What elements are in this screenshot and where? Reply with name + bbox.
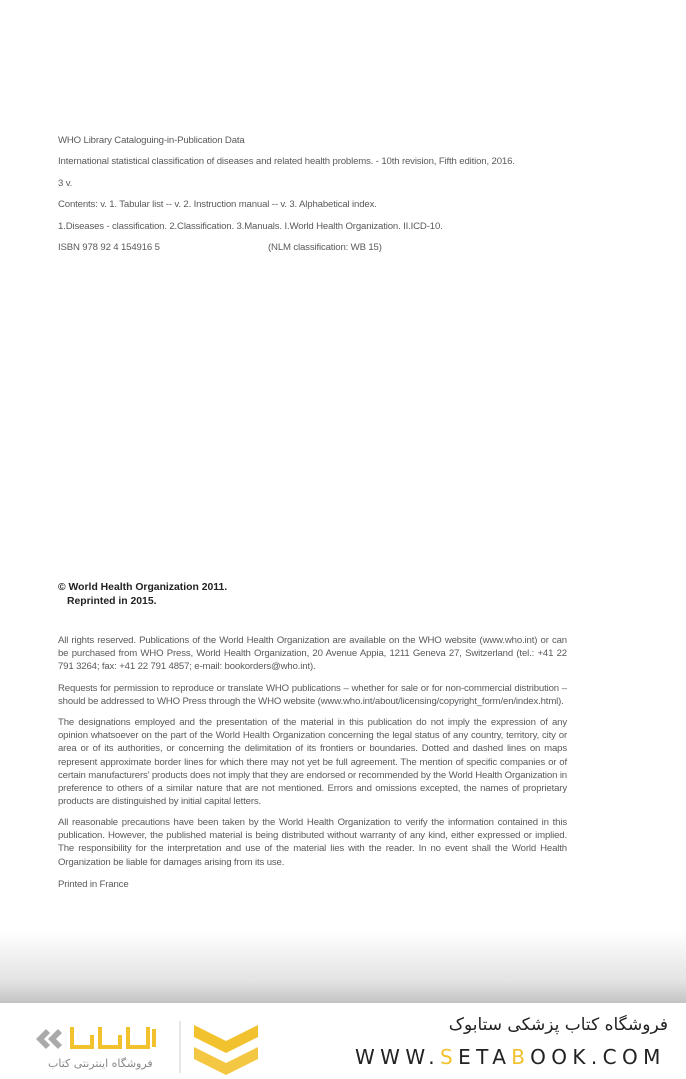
cataloguing-title: International statistical classification of diseases and related health problems. - 10th revision, Fifth edition, 2016. (58, 156, 515, 167)
store-footer-banner (0, 1003, 686, 1079)
cataloguing-volumes: 3 v. (58, 178, 73, 189)
store-name: فروشگاه کتاب پزشکی ستابوک (448, 1015, 668, 1035)
url-part: OOK.COM (530, 1045, 666, 1069)
url-part: WWW. (355, 1045, 440, 1069)
url-accent-letter: S (440, 1045, 459, 1069)
nlm-classification: (NLM classification: WB 15) (268, 242, 382, 253)
copyright-line: © World Health Organization 2011. (58, 582, 228, 593)
rights-paragraph: All rights reserved. Publications of the World Health Organization are available on the WHO website (www.who.int) or can be purchased from WHO Press, World Health Organization, 20 Avenue Appia, 1211 Geneva 27, Switzerland (tel.: +41 22 791 3264; fax: +41 22 791 4857; e-mail: bookorders@who.int). (58, 635, 567, 673)
precautions-paragraph: All reasonable precautions have been taken by the World Health Organization to verify the information contained in this publication. However, the published material is being distributed without warranty of any kind, either expressed or implied. The responsibility for the interpretation and use of the material lies with the reader. In no event shall the World Health Organization be liable for damages arising from its use. (58, 817, 567, 868)
cataloguing-subjects: 1.Diseases - classification. 2.Classification. 3.Manuals. I.World Health Organization. II.ICD-10. (58, 221, 443, 232)
isbn: ISBN 978 92 4 154916 5 (58, 242, 160, 253)
permissions-paragraph: Requests for permission to reproduce or translate WHO publications – whether for sale or for non-commercial distribution – should be addressed to WHO Press through the WHO website (www.who.int/about/licensing/copyright_form/en/index.html). (58, 683, 567, 708)
url-part: ETA (458, 1045, 512, 1069)
copyright-notice (58, 581, 227, 609)
cataloguing-heading: WHO Library Cataloguing-in-Publication Data (58, 135, 245, 146)
reprint-line: Reprinted in 2015. (67, 596, 157, 607)
logo-tagline: فروشگاه اینترنتی کتاب (48, 1057, 153, 1070)
store-url[interactable] (355, 1045, 666, 1069)
cataloguing-contents: Contents: v. 1. Tabular list -- v. 2. Instruction manual -- v. 3. Alphabetical index. (58, 199, 377, 210)
printed-in: Printed in France (58, 879, 129, 890)
page-shadow (0, 930, 686, 1003)
url-accent-letter: B (511, 1045, 531, 1069)
designations-paragraph: The designations employed and the presentation of the material in this publication do not imply the expression of any opinion whatsoever on the part of the World Health Organization concerning the legal status of any country, territory, city or area or of its authorities, or concerning the delimitation of its frontiers or boundaries. Dotted and dashed lines on maps represent approximate border lines for which there may not yet be full agreement. The mention of specific companies or of certain manufacturers’ products does not imply that they are endorsed or recommended by the World Health Organization in preference to others of a similar nature that are not mentioned. Errors and omissions excepted, the names of proprietary products are distinguished by initial capital letters. (58, 717, 567, 808)
